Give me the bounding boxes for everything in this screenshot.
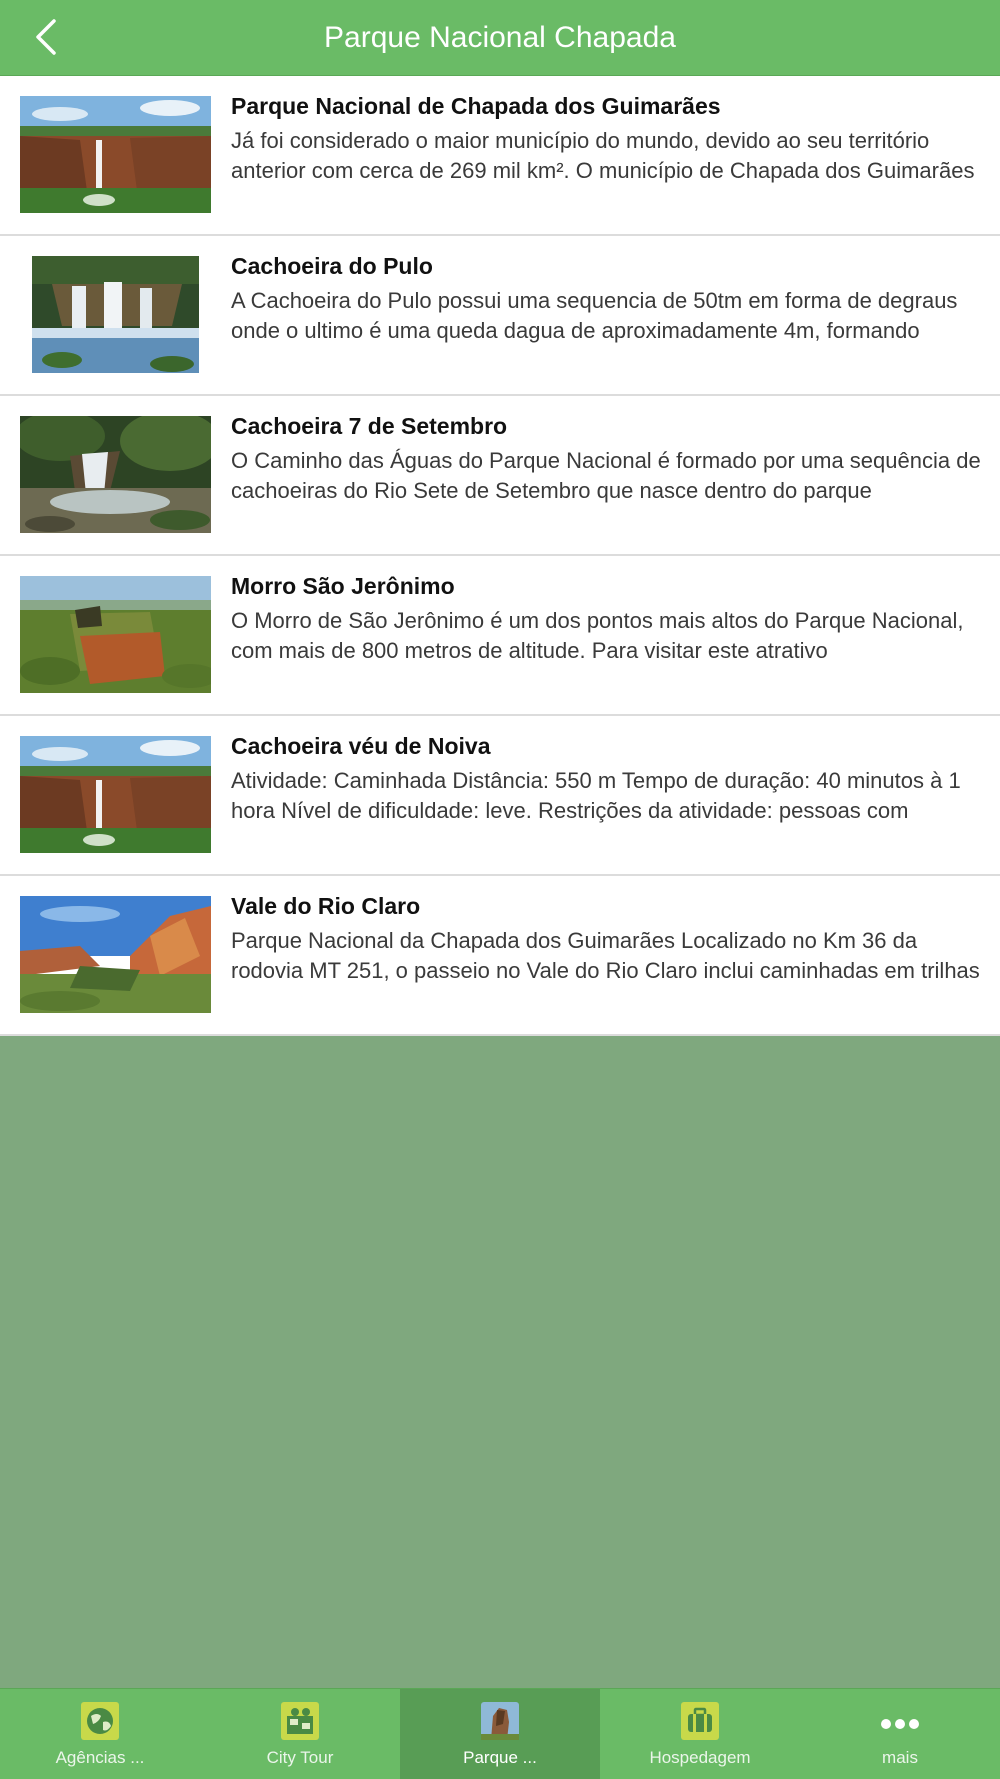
tab-hospedagem[interactable]	[600, 1689, 800, 1779]
globe-icon	[81, 1702, 119, 1740]
item-description: Atividade: Caminhada Distância: 550 m Tempo de duração: 40 minutos à 1 hora Nível de dificuldade: leve. Restrições da atividade: pessoas com	[231, 768, 961, 823]
item-description: A Cachoeira do Pulo possui uma sequencia de 50tm em forma de degraus onde o ultimo é uma queda dagua de aproximadamente 4m, formando	[231, 288, 958, 343]
tab-label: mais	[882, 1748, 918, 1767]
tab-label: Agências ...	[55, 1748, 145, 1767]
item-title: Morro São Jerônimo	[231, 573, 455, 599]
rock-formation-icon	[481, 1702, 519, 1740]
tab-bar	[0, 1688, 1000, 1779]
list-item[interactable]	[0, 556, 1000, 716]
tab-city-tour[interactable]	[200, 1689, 400, 1779]
item-title: Cachoeira 7 de Setembro	[231, 413, 508, 439]
item-title: Cachoeira do Pulo	[231, 253, 433, 279]
tab-label: Hospedagem	[649, 1748, 751, 1767]
list-item[interactable]	[0, 716, 1000, 876]
back-button[interactable]	[20, 10, 74, 64]
waterfall-steps-image	[32, 256, 199, 373]
item-description: Parque Nacional da Chapada dos Guimarães Localizado no Km 36 da rodovia MT 251, o passeio no Vale do Rio Claro inclui caminhadas em trilhas	[231, 928, 980, 983]
tab-parque[interactable]	[400, 1689, 600, 1779]
list-item[interactable]	[0, 396, 1000, 556]
list-item[interactable]	[0, 76, 1000, 236]
item-description: O Morro de São Jerônimo é um dos pontos mais altos do Parque Nacional, com mais de 800 metros de altitude. Para visitar este atrativo	[231, 608, 964, 663]
page-title: Parque Nacional Chapada	[324, 21, 676, 54]
canyon-valley-image	[20, 896, 211, 1013]
tab-label: City Tour	[266, 1748, 334, 1767]
item-title: Cachoeira véu de Noiva	[231, 733, 491, 759]
item-title: Vale do Rio Claro	[231, 893, 421, 919]
list-item[interactable]	[0, 236, 1000, 396]
tab-label: Parque ...	[463, 1748, 537, 1767]
item-description: Já foi considerado o maior município do mundo, devido ao seu território anterior com cerca de 269 mil km². O município de Chapada dos Guimarães	[231, 128, 975, 183]
forest-waterfall-image	[20, 416, 211, 533]
waterfall-cliff-image	[20, 736, 211, 853]
chevron-left-icon	[32, 17, 62, 57]
tab-agencias[interactable]	[0, 1689, 200, 1779]
more-dots-icon	[881, 1702, 919, 1740]
nav-header	[0, 0, 1000, 76]
mesa-mountain-image	[20, 576, 211, 693]
map-guide-icon	[281, 1702, 319, 1740]
waterfall-cliff-image	[20, 96, 211, 213]
tab-mais[interactable]	[800, 1689, 1000, 1779]
item-description: O Caminho das Águas do Parque Nacional é formado por uma sequência de cachoeiras do Rio Sete de Setembro que nasce dentro do parque	[231, 448, 981, 503]
item-title: Parque Nacional de Chapada dos Guimarães	[231, 93, 721, 119]
suitcase-icon	[681, 1702, 719, 1740]
attraction-list	[0, 76, 1000, 1036]
list-item[interactable]	[0, 876, 1000, 1036]
